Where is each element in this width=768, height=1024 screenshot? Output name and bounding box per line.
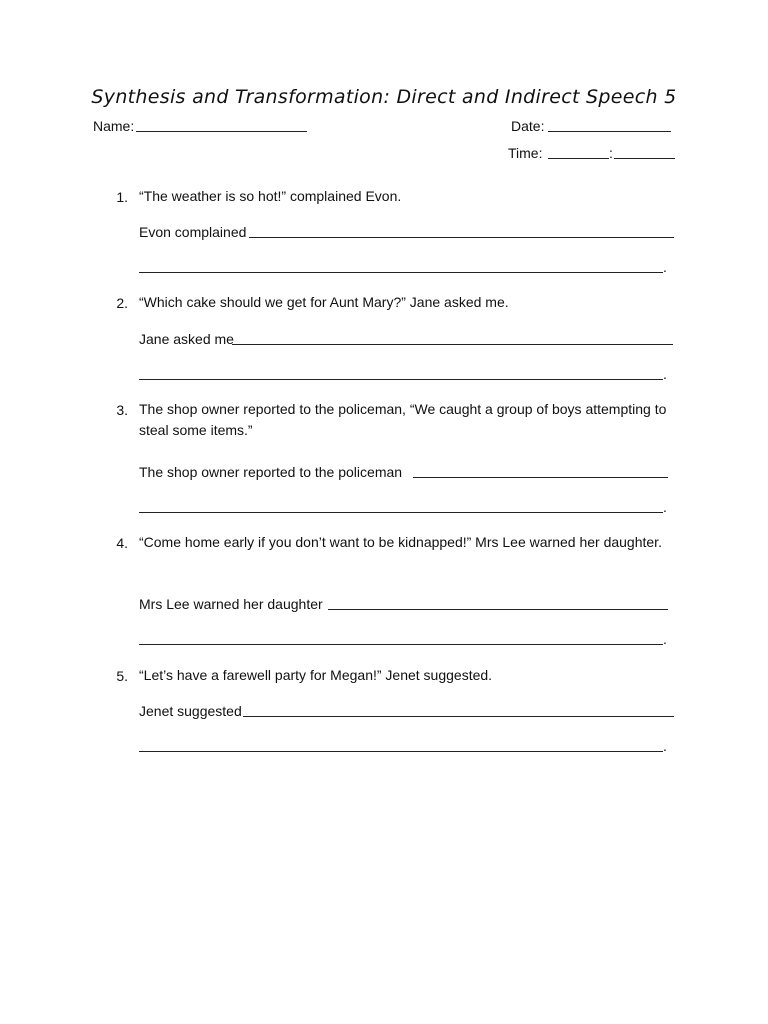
- name-label: Name:: [93, 118, 135, 134]
- answer-line-1[interactable]: [328, 609, 668, 610]
- end-mark: .: [663, 366, 667, 382]
- answer-line-1[interactable]: [249, 237, 674, 238]
- answer-line-2[interactable]: [139, 379, 663, 380]
- answer-line-2[interactable]: [139, 512, 663, 513]
- answer-start: Mrs Lee warned her daughter: [139, 596, 323, 612]
- answer-start: Jenet suggested: [139, 703, 242, 719]
- question-prompt: The shop owner reported to the policeman, “We caught a group of boys attempting to steal some items.”: [139, 401, 667, 438]
- question-prompt: “Which cake should we get for Aunt Mary?” Jane asked me.: [139, 294, 509, 310]
- time-label: Time:: [508, 145, 543, 161]
- answer-line-1[interactable]: [413, 477, 668, 478]
- time-separator: :: [609, 145, 613, 161]
- question-number: 4.: [116, 535, 128, 551]
- answer-line-1[interactable]: [232, 344, 673, 345]
- question-prompt: “The weather is so hot!” complained Evon.: [139, 188, 402, 204]
- end-mark: .: [663, 631, 667, 647]
- answer-start: Jane asked me: [139, 331, 234, 347]
- name-blank[interactable]: [136, 131, 307, 132]
- end-mark: .: [663, 259, 667, 275]
- question-prompt: “Come home early if you don’t want to be kidnapped!” Mrs Lee warned her daughter.: [139, 534, 662, 550]
- answer-line-1[interactable]: [243, 716, 674, 717]
- question-number: 5.: [116, 668, 128, 684]
- question-number: 3.: [116, 402, 128, 418]
- answer-start: The shop owner reported to the policeman: [139, 464, 403, 480]
- date-label: Date:: [511, 118, 545, 134]
- time-minutes-blank[interactable]: [614, 158, 675, 159]
- question-number: 1.: [116, 189, 128, 205]
- question-number: 2.: [116, 295, 128, 311]
- question-prompt: “Let’s have a farewell party for Megan!” Jenet suggested.: [139, 667, 493, 683]
- end-mark: .: [663, 499, 667, 515]
- answer-start: Evon complained: [139, 224, 247, 240]
- worksheet-title: Synthesis and Transformation: Direct and Indirect Speech 5: [91, 86, 677, 108]
- date-blank[interactable]: [548, 131, 671, 132]
- time-hours-blank[interactable]: [548, 158, 609, 159]
- answer-line-2[interactable]: [139, 644, 663, 645]
- answer-line-2[interactable]: [139, 751, 663, 752]
- end-mark: .: [663, 738, 667, 754]
- answer-line-2[interactable]: [139, 272, 663, 273]
